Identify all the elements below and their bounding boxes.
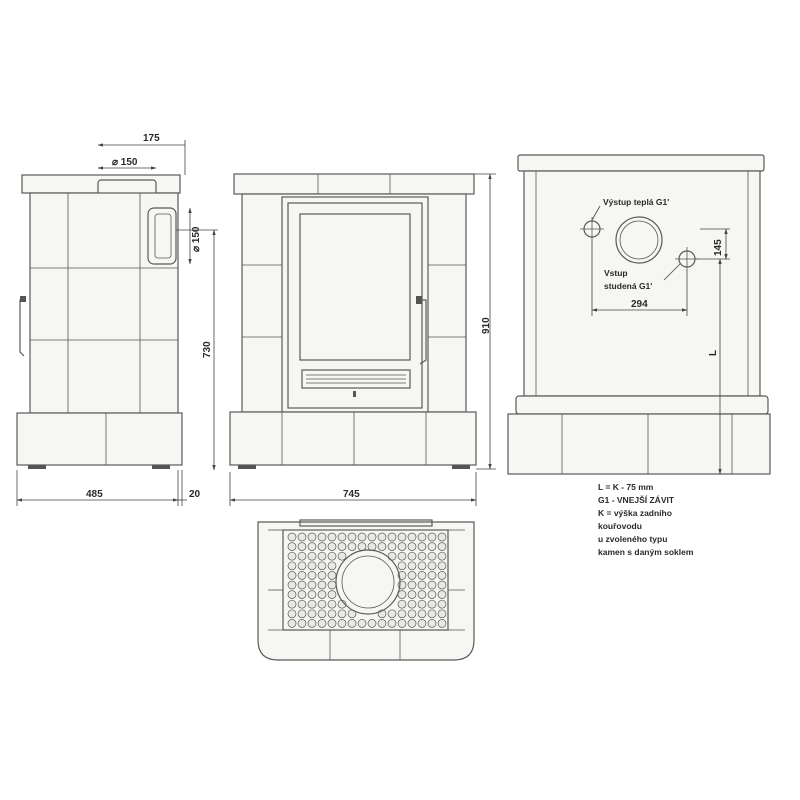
grid-hole xyxy=(298,543,306,551)
grid-hole xyxy=(428,619,436,627)
back-top-plate xyxy=(518,155,764,171)
grid-hole xyxy=(318,543,326,551)
grid-hole xyxy=(398,543,406,551)
grid-hole xyxy=(308,610,316,618)
side-view xyxy=(17,133,218,506)
dim-connector-height: 145 xyxy=(713,239,724,256)
grid-hole xyxy=(408,552,416,560)
grid-hole xyxy=(328,562,336,570)
grid-hole xyxy=(398,533,406,541)
grid-hole xyxy=(318,552,326,560)
grid-hole xyxy=(438,562,446,570)
back-view xyxy=(508,155,770,474)
top-view xyxy=(258,520,474,660)
grid-hole xyxy=(358,543,366,551)
grid-hole xyxy=(408,591,416,599)
grid-hole xyxy=(318,581,326,589)
side-flue-outlet xyxy=(148,208,176,264)
side-base xyxy=(17,413,182,465)
grid-hole xyxy=(388,533,396,541)
grid-hole xyxy=(398,619,406,627)
grid-hole xyxy=(418,619,426,627)
front-base xyxy=(230,412,476,465)
grid-hole xyxy=(418,533,426,541)
front-top-plate xyxy=(234,174,474,194)
dim-offset: 20 xyxy=(189,489,201,500)
grid-hole xyxy=(408,562,416,570)
grid-hole xyxy=(368,619,376,627)
grid-hole xyxy=(348,619,356,627)
grid-hole xyxy=(298,610,306,618)
grid-hole xyxy=(308,619,316,627)
grid-hole xyxy=(438,581,446,589)
inlet-label-line2: studená G1' xyxy=(604,281,653,291)
note-line-3: K = výška zadního xyxy=(598,508,672,518)
grid-hole xyxy=(398,610,406,618)
grid-hole xyxy=(288,533,296,541)
grid-hole xyxy=(298,562,306,570)
dim-connector-spacing: 294 xyxy=(631,299,648,310)
grid-hole xyxy=(298,571,306,579)
grid-hole xyxy=(328,591,336,599)
grid-hole xyxy=(368,533,376,541)
grid-hole xyxy=(388,610,396,618)
grid-hole xyxy=(318,533,326,541)
dim-top-depth: 175 xyxy=(143,133,160,144)
grid-hole xyxy=(318,619,326,627)
grid-hole xyxy=(368,543,376,551)
grid-hole xyxy=(308,600,316,608)
grid-hole xyxy=(328,571,336,579)
grid-hole xyxy=(398,591,406,599)
note-line-6: kamen s daným soklem xyxy=(598,547,694,557)
grid-hole xyxy=(438,591,446,599)
grid-hole xyxy=(398,600,406,608)
grid-hole xyxy=(318,591,326,599)
grid-hole xyxy=(418,600,426,608)
grid-hole xyxy=(418,610,426,618)
grid-hole xyxy=(338,552,346,560)
grid-hole xyxy=(338,543,346,551)
back-plinth-trim xyxy=(516,396,768,414)
front-view xyxy=(230,174,496,506)
grid-hole xyxy=(418,562,426,570)
grid-hole xyxy=(438,610,446,618)
grid-hole xyxy=(318,562,326,570)
grid-hole xyxy=(388,552,396,560)
grid-hole xyxy=(348,533,356,541)
grid-hole xyxy=(308,552,316,560)
grid-hole xyxy=(358,619,366,627)
grid-hole xyxy=(328,600,336,608)
grid-hole xyxy=(328,543,336,551)
grid-hole xyxy=(408,543,416,551)
grid-hole xyxy=(388,619,396,627)
dim-total-width: 745 xyxy=(343,489,360,500)
grid-hole xyxy=(438,600,446,608)
note-line-5: u zvoleného typu xyxy=(598,534,668,544)
grid-hole xyxy=(438,619,446,627)
grid-hole xyxy=(408,610,416,618)
grid-hole xyxy=(308,581,316,589)
grid-hole xyxy=(408,581,416,589)
grid-hole xyxy=(398,552,406,560)
notes-block xyxy=(598,482,694,557)
grid-hole xyxy=(438,533,446,541)
grid-hole xyxy=(428,552,436,560)
grid-hole xyxy=(288,600,296,608)
grid-hole xyxy=(308,591,316,599)
dim-flue-height: 730 xyxy=(202,341,213,358)
dim-side-flue-diameter: ⌀ 150 xyxy=(191,226,202,252)
grid-hole xyxy=(428,533,436,541)
grid-hole xyxy=(288,571,296,579)
grid-hole xyxy=(328,533,336,541)
grid-hole xyxy=(298,552,306,560)
grid-hole xyxy=(298,581,306,589)
grid-hole xyxy=(328,610,336,618)
grid-hole xyxy=(428,562,436,570)
inlet-label-line1: Vstup xyxy=(604,268,628,278)
grid-hole xyxy=(288,581,296,589)
dim-total-height: 910 xyxy=(481,317,492,334)
outlet-label: Výstup teplá G1' xyxy=(603,197,670,207)
grid-hole xyxy=(428,543,436,551)
grid-hole xyxy=(378,543,386,551)
grid-hole xyxy=(398,562,406,570)
grid-hole xyxy=(438,552,446,560)
grid-hole xyxy=(408,533,416,541)
grid-hole xyxy=(318,610,326,618)
grid-hole xyxy=(318,571,326,579)
grid-hole xyxy=(428,591,436,599)
grid-hole xyxy=(438,543,446,551)
grid-hole xyxy=(428,610,436,618)
grid-hole xyxy=(378,533,386,541)
grid-hole xyxy=(288,619,296,627)
grid-hole xyxy=(298,600,306,608)
grid-hole xyxy=(308,533,316,541)
note-line-1: L = K - 75 mm xyxy=(598,482,654,492)
grid-hole xyxy=(288,552,296,560)
back-base xyxy=(508,414,770,474)
grid-hole xyxy=(418,571,426,579)
grid-hole xyxy=(418,552,426,560)
grid-hole xyxy=(288,591,296,599)
fire-door xyxy=(282,197,428,412)
grid-hole xyxy=(408,619,416,627)
grid-hole xyxy=(328,581,336,589)
grid-hole xyxy=(318,600,326,608)
grid-hole xyxy=(408,600,416,608)
grid-hole xyxy=(438,571,446,579)
side-door-handle xyxy=(20,298,24,356)
grid-hole xyxy=(298,591,306,599)
grid-hole xyxy=(308,543,316,551)
note-line-4: kouřovodu xyxy=(598,521,642,531)
grid-hole xyxy=(328,552,336,560)
grid-hole xyxy=(418,543,426,551)
grid-hole xyxy=(358,533,366,541)
grid-hole xyxy=(428,581,436,589)
note-line-2: G1 - VNEJŠÍ ZÁVIT xyxy=(598,495,675,505)
grid-hole xyxy=(388,543,396,551)
grid-hole xyxy=(338,533,346,541)
grid-hole xyxy=(308,562,316,570)
grid-hole xyxy=(338,619,346,627)
dim-depth: 485 xyxy=(86,489,103,500)
grid-hole xyxy=(328,619,336,627)
dim-L: L xyxy=(708,349,719,356)
grid-hole xyxy=(428,571,436,579)
grid-hole xyxy=(338,610,346,618)
grid-hole xyxy=(288,543,296,551)
grid-hole xyxy=(418,591,426,599)
grid-hole xyxy=(288,610,296,618)
grid-hole xyxy=(418,581,426,589)
grid-hole xyxy=(308,571,316,579)
grid-hole xyxy=(408,571,416,579)
grid-hole xyxy=(288,562,296,570)
grid-hole xyxy=(428,600,436,608)
grid-hole xyxy=(348,543,356,551)
grid-hole xyxy=(298,619,306,627)
grid-hole xyxy=(298,533,306,541)
grid-hole xyxy=(378,619,386,627)
dim-flue-diameter: ⌀ 150 xyxy=(112,157,138,168)
